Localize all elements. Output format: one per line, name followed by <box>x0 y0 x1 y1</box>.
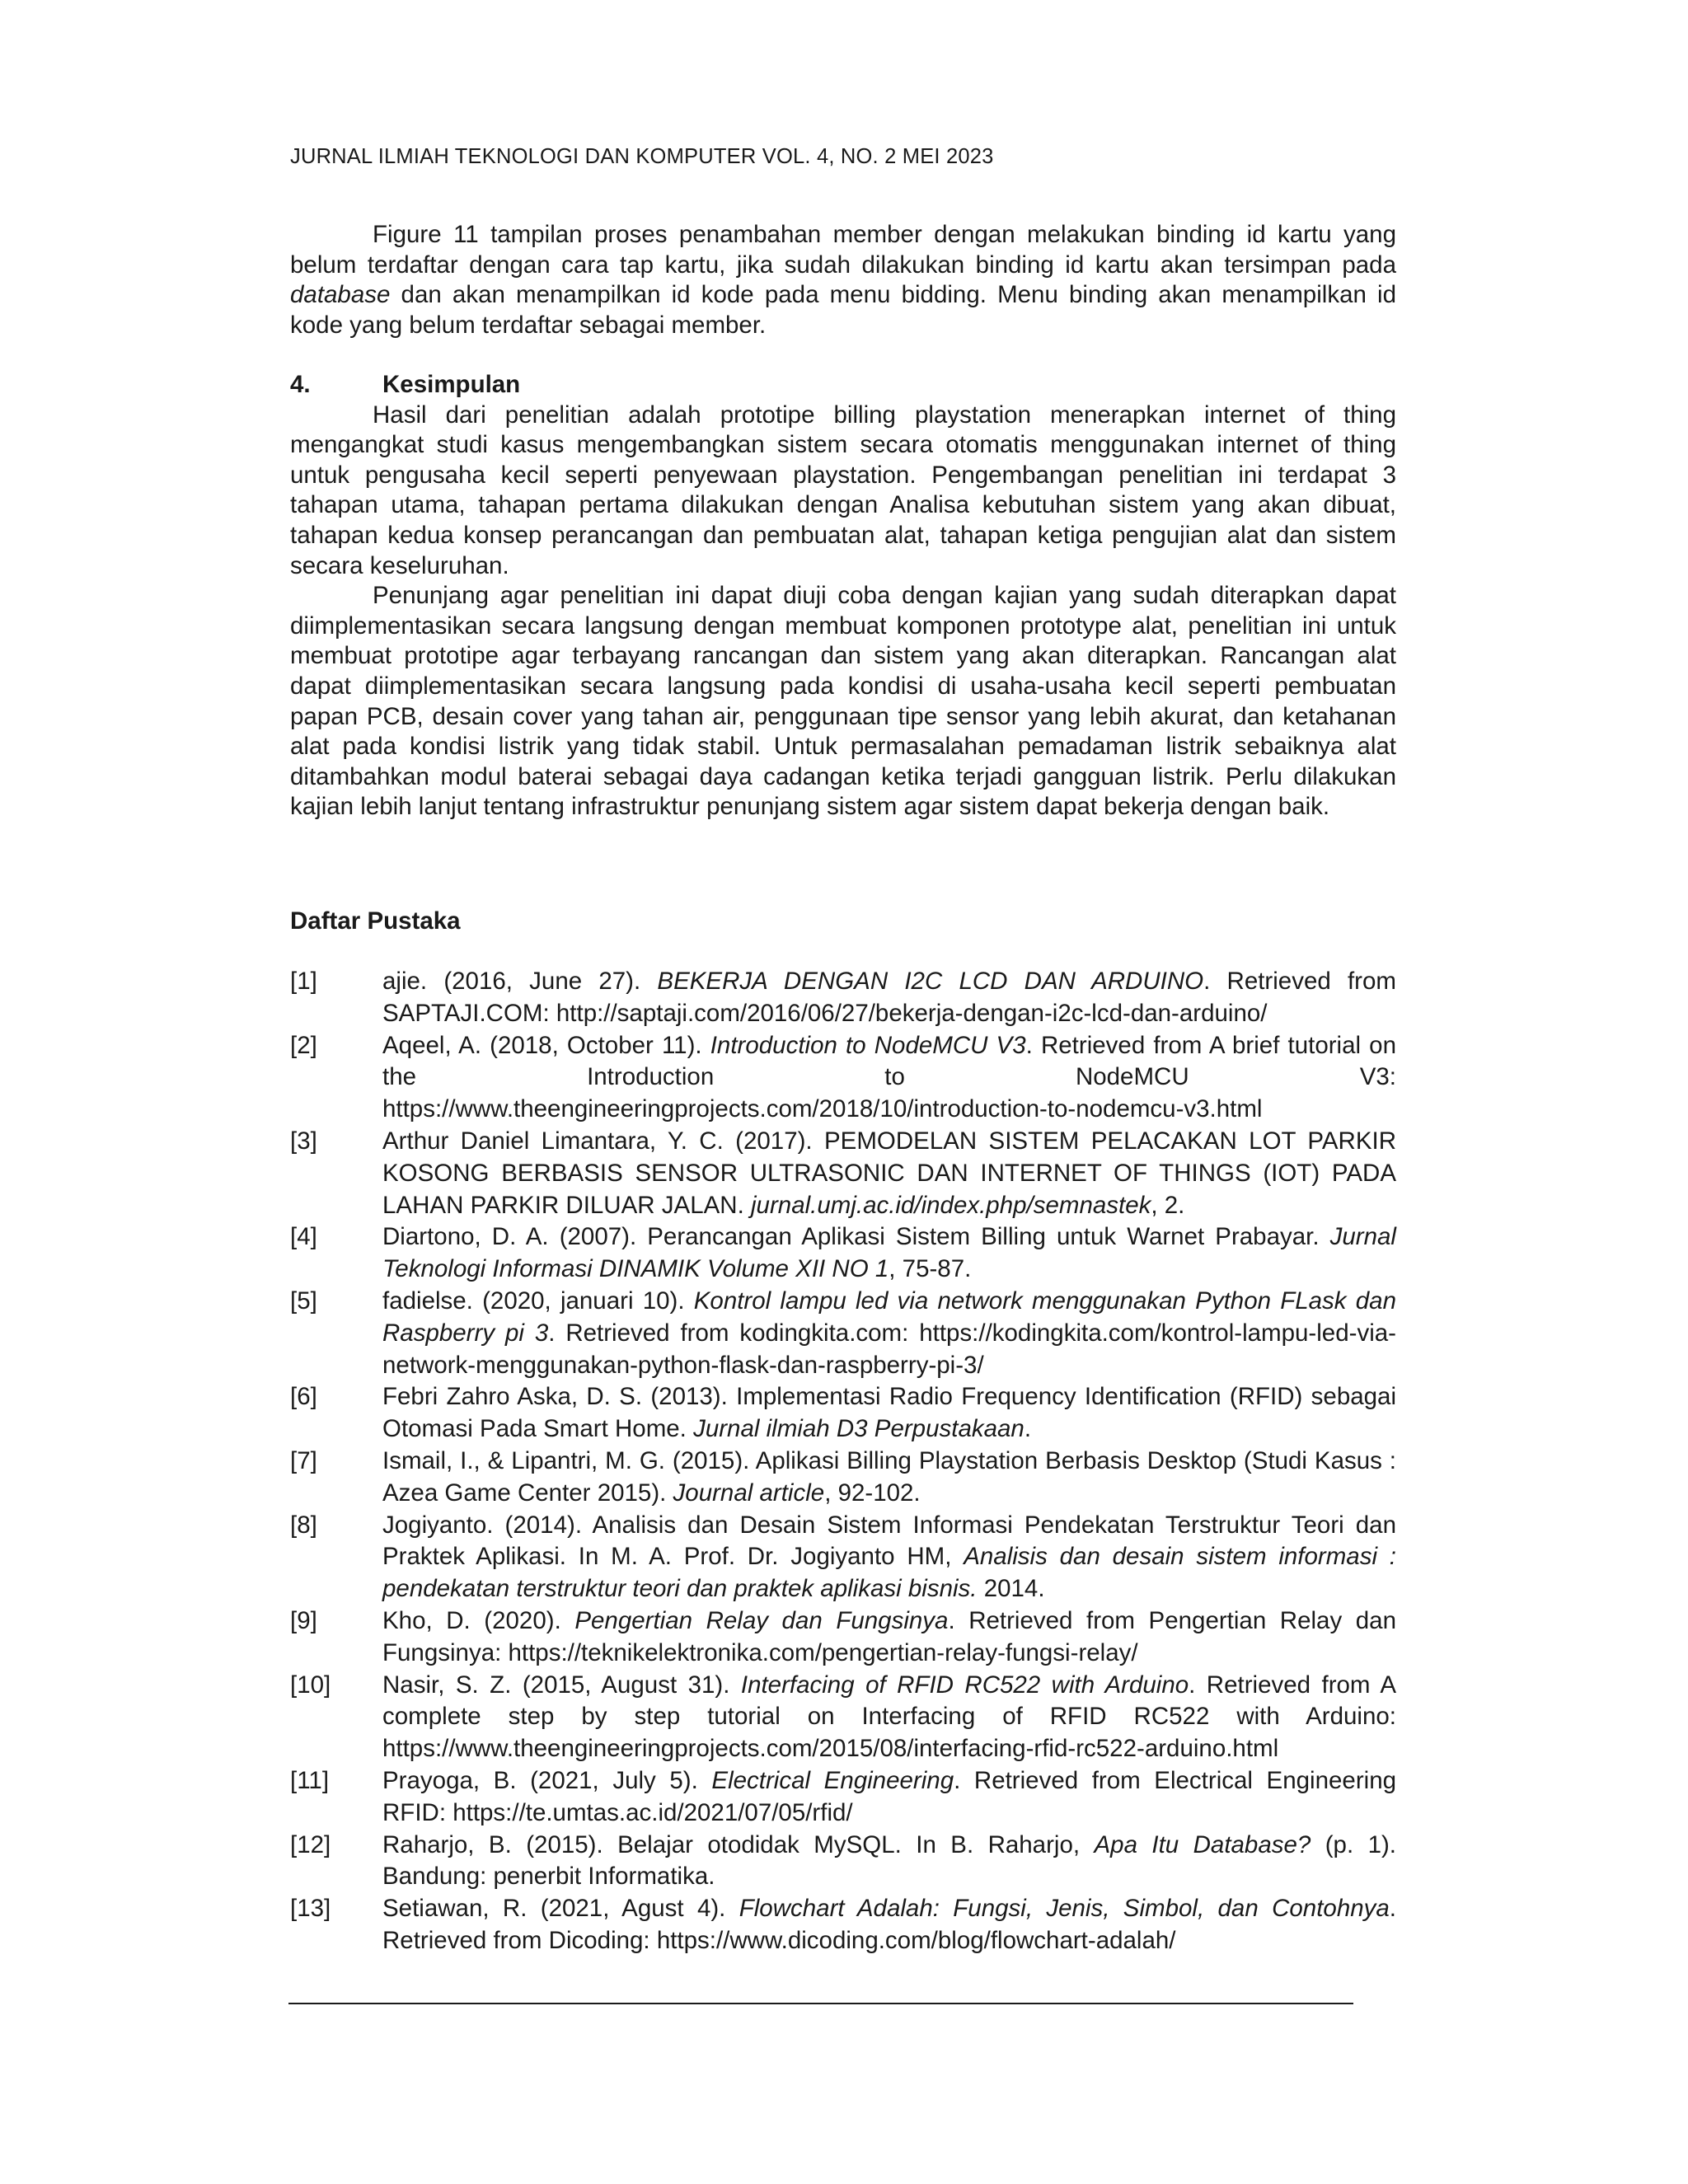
section-number: 4. <box>290 371 311 398</box>
reference-number: [13] <box>290 1895 331 1923</box>
reference-item <box>290 1030 1396 1126</box>
references-list <box>290 966 1396 1957</box>
intro-text-a: Figure 11 tampilan proses penambahan member dengan melakukan binding id kartu yang belum terdaftar dengan cara tap kartu, jika sudah dilakukan binding id kartu akan tersimpan pada <box>290 221 1396 279</box>
reference-item <box>290 1446 1396 1510</box>
reference-text <box>382 1605 1396 1670</box>
references-title: Daftar Pustaka <box>290 907 461 935</box>
reference-text-tail: , 92-102. <box>824 1479 921 1507</box>
reference-text-plain: Diartono, D. A. (2007). Perancangan Aplikasi Sistem Billing untuk Warnet Prabayar. <box>382 1223 1330 1251</box>
conclusion-paragraph-2: Penunjang agar penelitian ini dapat diuji coba dengan kajian yang sudah diterapkan dapat diimplementasikan secara langsung dengan membuat komponen prototype alat, penelitian ini untuk membuat prototipe agar terbayang rancangan dan sistem yang akan diterapkan. Rancangan alat dapat diimplementasikan secara langsung pada kondisi di usaha-usaha kecil seperti pembuatan papan PCB, desain cover yang tahan air, penggunaan tipe sensor yang lebih akurat, dan ketahanan alat pada kondisi listrik yang tidak stabil. Untuk permasalahan pemadaman listrik sebaiknya alat ditambahkan modul baterai sebagai daya cadangan ketika terjadi gangguan listrik. Perlu dilakukan kajian lebih lanjut tentang infrastruktur penunjang sistem agar sistem dapat bekerja dengan baik. <box>290 582 1396 821</box>
reference-title-italic: jurnal.umj.ac.id/index.php/semnastek <box>751 1191 1151 1219</box>
reference-text-tail: . Retrieved from Pengertian Relay dan Fungsinya: https://teknikelektronika.com/pengertian-relay-fungsi-relay/ <box>382 1606 1396 1666</box>
reference-text-tail: , 2. <box>1151 1191 1185 1219</box>
section-title: Kesimpulan <box>382 371 521 398</box>
reference-item <box>290 966 1396 1030</box>
reference-text-tail: (p. 1). Bandung: penerbit Informatika. <box>382 1830 1396 1891</box>
reference-title-italic: Jurnal ilmiah D3 Perpustakaan <box>693 1415 1025 1443</box>
reference-text <box>382 1830 1396 1894</box>
reference-text-plain: Aqeel, A. (2018, October 11). <box>382 1031 710 1059</box>
reference-text-plain: ajie. (2016, June 27). <box>382 968 658 995</box>
reference-title-italic: Journal article <box>673 1479 825 1507</box>
reference-text <box>382 1765 1396 1830</box>
reference-text-plain: Arthur Daniel Limantara, Y. C. (2017). PEMODELAN SISTEM PELACAKAN LOT PARKIR KOSONG BERBASIS SENSOR ULTRASONIC DAN INTERNET OF THINGS (IOT) PADA LAHAN PARKIR DILUAR JALAN. <box>382 1127 1396 1219</box>
reference-text-tail: . <box>1024 1415 1032 1443</box>
reference-text <box>382 1221 1396 1286</box>
reference-title-italic: Kontrol lampu led via network menggunakan Python FLask dan Raspberry pi 3 <box>382 1286 1396 1347</box>
reference-text-plain: Raharjo, B. (2015). Belajar otodidak MySQL. In B. Raharjo, <box>382 1830 1095 1858</box>
reference-number: [6] <box>290 1383 317 1411</box>
reference-number: [3] <box>290 1127 317 1155</box>
running-header: JURNAL ILMIAH TEKNOLOGI DAN KOMPUTER VOL. 4, NO. 2 MEI 2023 <box>290 145 994 168</box>
reference-item <box>290 1893 1396 1957</box>
reference-number: [10] <box>290 1671 331 1699</box>
reference-number: [12] <box>290 1830 331 1858</box>
footer-rule <box>288 2003 1353 2004</box>
intro-paragraph <box>290 220 1396 340</box>
conclusion-paragraph-1: Hasil dari penelitian adalah prototipe billing playstation menerapkan internet of thing mengangkat studi kasus mengembangkan sistem secara otomatis menggunakan internet of thing untuk pengusaha kecil seperti penyewaan playstation. Pengembangan penelitian ini terdapat 3 tahapan utama, tahapan pertama dilakukan dengan Analisa kebutuhan sistem yang akan dibuat, tahapan kedua konsep perancangan dan pembuatan alat, tahapan ketiga pengujian alat dan sistem secara keseluruhan. <box>290 401 1396 579</box>
reference-text-tail: . Retrieved from A complete step by step tutorial on Interfacing of RFID RC522 with Arduino: https://www.theengineeringprojects.com/2015/08/interfacing-rfid-rc522-arduino.html <box>382 1671 1396 1763</box>
reference-title-italic: Electrical Engineering <box>711 1766 954 1794</box>
reference-title-italic: BEKERJA DENGAN I2C LCD DAN ARDUINO <box>657 968 1204 995</box>
reference-text <box>382 1126 1396 1221</box>
reference-text <box>382 1670 1396 1765</box>
reference-item <box>290 1126 1396 1221</box>
reference-number: [8] <box>290 1511 317 1539</box>
reference-text <box>382 1893 1396 1957</box>
reference-item <box>290 1765 1396 1830</box>
reference-text-plain: Nasir, S. Z. (2015, August 31). <box>382 1671 741 1699</box>
reference-item <box>290 1286 1396 1381</box>
reference-text-plain: Setiawan, R. (2021, Agust 4). <box>382 1895 739 1923</box>
reference-text-tail: . Retrieved from A brief tutorial on the Introduction to NodeMCU V3: https://www.theengineeringprojects.com/2018/10/introduction-to-nodemcu-v3.html <box>382 1031 1396 1123</box>
intro-paragraph-block <box>290 220 1396 340</box>
reference-number: [11] <box>290 1766 330 1794</box>
reference-text <box>382 1030 1396 1126</box>
reference-number: [1] <box>290 968 317 995</box>
section-kesimpulan <box>290 370 1396 823</box>
reference-text-tail: . Retrieved from kodingkita.com: https://kodingkita.com/kontrol-lampu-led-via-network-menggunakan-python-flask-dan-raspberry-pi-3/ <box>382 1319 1396 1379</box>
reference-item <box>290 1510 1396 1605</box>
reference-text-tail: . Retrieved from Electrical Engineering RFID: https://te.umtas.ac.id/2021/07/05/rfid/ <box>382 1766 1397 1826</box>
reference-title-italic: Pengertian Relay dan Fungsinya <box>574 1606 949 1634</box>
reference-text <box>382 966 1396 1030</box>
reference-text-plain: Ismail, I., & Lipantri, M. G. (2015). Aplikasi Billing Playstation Berbasis Desktop (Studi Kasus : Azea Game Center 2015). <box>382 1446 1396 1507</box>
intro-text-b: dan akan menampilkan id kode pada menu bidding. Menu binding akan menampilkan id kode yang belum terdaftar sebagai member. <box>290 281 1396 339</box>
reference-title-italic: Interfacing of RFID RC522 with Arduino <box>740 1671 1189 1699</box>
reference-text <box>382 1446 1396 1510</box>
reference-text <box>382 1286 1396 1381</box>
reference-text-plain: Febri Zahro Aska, D. S. (2013). Implementasi Radio Frequency Identification (RFID) sebagai Otomasi Pada Smart Home. <box>382 1383 1396 1443</box>
reference-text-plain: Kho, D. (2020). <box>382 1606 575 1634</box>
reference-item <box>290 1605 1396 1670</box>
reference-text-plain: fadielse. (2020, januari 10). <box>382 1286 694 1315</box>
reference-item <box>290 1670 1396 1765</box>
section-heading <box>290 370 1396 401</box>
reference-title-italic: Introduction to NodeMCU V3 <box>710 1031 1026 1059</box>
reference-number: [4] <box>290 1223 317 1251</box>
intro-italic-term: database <box>290 281 391 309</box>
reference-title-italic: Flowchart Adalah: Fungsi, Jenis, Simbol, dan Contohnya <box>738 1895 1390 1923</box>
reference-title-italic: Jurnal Teknologi Informasi DINAMIK Volume XII NO 1 <box>382 1223 1396 1283</box>
reference-text <box>382 1381 1396 1446</box>
reference-item <box>290 1381 1396 1446</box>
reference-item <box>290 1830 1396 1894</box>
reference-number: [7] <box>290 1446 317 1474</box>
reference-number: [5] <box>290 1286 317 1315</box>
reference-text-tail: . Retrieved from SAPTAJI.COM: http://saptaji.com/2016/06/27/bekerja-dengan-i2c-lcd-dan-arduino/ <box>382 968 1396 1027</box>
reference-number: [9] <box>290 1606 317 1634</box>
reference-text-plain: Jogiyanto. (2014). Analisis dan Desain Sistem Informasi Pendekatan Terstruktur Teori dan Praktek Aplikasi. In M. A. Prof. Dr. Jogiyanto HM, <box>382 1511 1396 1571</box>
reference-number: [2] <box>290 1031 317 1059</box>
reference-item <box>290 1221 1396 1286</box>
reference-text-tail: , 75-87. <box>889 1255 972 1283</box>
reference-text <box>382 1510 1396 1605</box>
reference-text-plain: Prayoga, B. (2021, July 5). <box>382 1766 712 1794</box>
reference-title-italic: Analisis dan desain sistem informasi : pendekatan terstruktur teori dan praktek aplikasi bisnis. <box>382 1543 1396 1603</box>
reference-text-tail: 2014. <box>977 1575 1045 1603</box>
reference-text-tail: . Retrieved from Dicoding: https://www.dicoding.com/blog/flowchart-adalah/ <box>382 1895 1396 1954</box>
reference-title-italic: Apa Itu Database? <box>1094 1830 1311 1858</box>
